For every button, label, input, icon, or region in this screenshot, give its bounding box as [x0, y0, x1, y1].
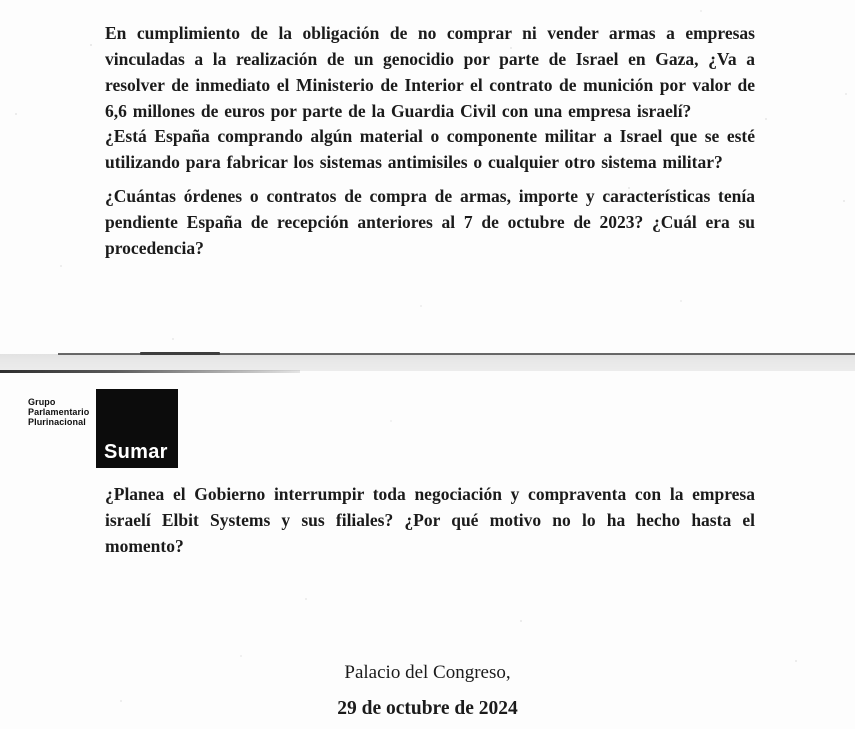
question-paragraph-4: ¿Planea el Gobierno interrumpir toda negociación y compraventa con la empresa israelí Elbit Systems y sus filiales? ¿Por qué motivo no lo ha hecho hasta el momento? — [105, 484, 755, 556]
scan-seam-smudge — [140, 352, 220, 355]
sumar-wordmark: Sumar — [104, 441, 168, 463]
scan-seam-band — [0, 354, 855, 371]
sumar-logo — [0, 388, 240, 470]
sumar-logo-square — [96, 389, 178, 468]
question-paragraph-3: ¿Cuántas órdenes o contratos de compra de armas, importe y características tenía pendiente España de recepción anteriores al 7 de octubre de 2023? ¿Cuál era su procedencia? — [105, 186, 755, 258]
scan-seam-bottom-line — [0, 370, 300, 373]
caption-line-1: Grupo — [28, 397, 56, 407]
parliamentary-group-caption — [28, 397, 89, 427]
question-paragraph-1: En cumplimiento de la obligación de no comprar ni vender armas a empresas vinculadas a la realización de un genocidio por parte de Israel en Gaza, ¿Va a resolver de inmediato el Ministerio de Interior el contrato de munición por valor de 6,6 millones de euros por parte de la Guardia Civil con una empresa israelí? — [105, 23, 755, 121]
footer-date-line: 29 de octubre de 2024 — [337, 698, 518, 719]
footer-place-line: Palacio del Congreso, — [344, 662, 511, 683]
caption-line-3: Plurinacional — [28, 417, 86, 427]
question-paragraph-2: ¿Está España comprando algún material o componente militar a Israel que se esté utilizando para fabricar los sistemas antimisiles o cualquier otro sistema militar? — [105, 126, 755, 172]
scan-noise — [90, 44, 92, 46]
caption-line-2: Parlamentario — [28, 407, 90, 417]
